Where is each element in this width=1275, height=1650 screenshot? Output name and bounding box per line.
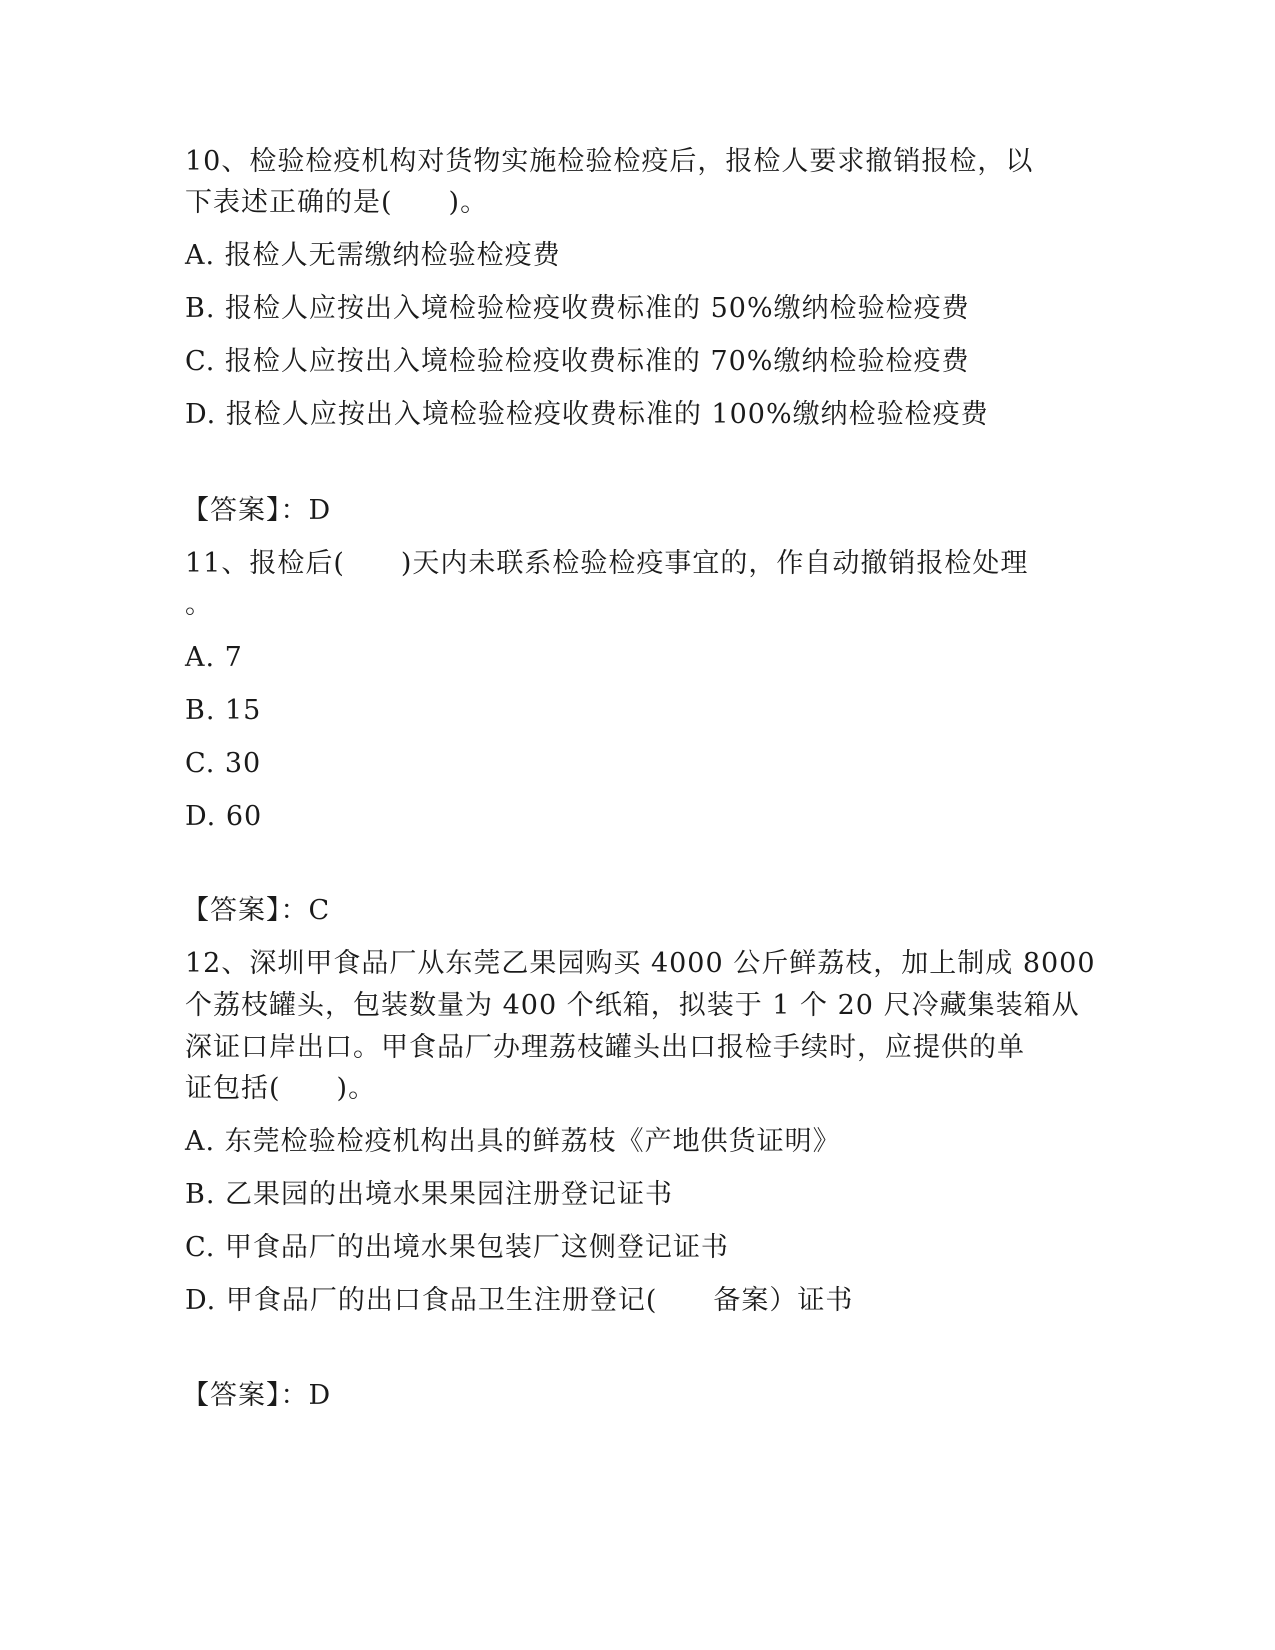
question-12-stem-line-4: 证包括( )。 (185, 1073, 377, 1104)
question-12-stem-line-3: 深证口岸出口。甲食品厂办理荔枝罐头出口报检手续时，应提供的单 (185, 1032, 1025, 1063)
question-10-answer: 【答案】：D (182, 495, 332, 526)
question-12-stem-line-2: 个荔枝罐头，包装数量为 400 个纸箱，拟装于 1 个 20 尺冷藏集装箱从 (185, 990, 1080, 1021)
question-10-option-c: C. 报检人应按出入境检验检疫收费标准的 70%缴纳检验检疫费 (185, 346, 970, 377)
question-11-answer: 【答案】：C (182, 895, 331, 926)
question-10-option-d: D. 报检人应按出入境检验检疫收费标准的 100%缴纳检验检疫费 (185, 399, 989, 430)
question-11-option-c: C. 30 (185, 748, 262, 779)
question-12-option-b: B. 乙果园的出境水果果园注册登记证书 (185, 1179, 674, 1210)
question-10-stem-line-2: 下表述正确的是( )。 (185, 187, 489, 218)
question-10-stem-line-1: 10、检验检疫机构对货物实施检验检疫后，报检人要求撤销报检，以 (185, 146, 1034, 177)
question-12-option-d: D. 甲食品厂的出口食品卫生注册登记( 备案）证书 (185, 1285, 854, 1316)
question-12-option-a: A. 东莞检验检疫机构出具的鲜荔枝《产地供货证明》 (185, 1126, 841, 1157)
question-12-answer: 【答案】：D (182, 1380, 332, 1411)
question-10-option-a: A. 报检人无需缴纳检验检疫费 (185, 240, 561, 271)
question-11-option-d: D. 60 (185, 801, 263, 832)
question-10-option-b: B. 报检人应按出入境检验检疫收费标准的 50%缴纳检验检疫费 (185, 293, 970, 324)
question-11-option-a: A. 7 (185, 642, 243, 673)
question-12-option-c: C. 甲食品厂的出境水果包装厂这侧登记证书 (185, 1232, 729, 1263)
question-11-stem-line-2: 。 (185, 589, 213, 620)
question-12-stem-line-1: 12、深圳甲食品厂从东莞乙果园购买 4000 公斤鲜荔枝，加上制成 8000 (185, 948, 1096, 979)
question-11-stem-line-1: 11、报检后( )天内未联系检验检疫事宜的，作自动撤销报检处理 (185, 548, 1029, 579)
question-11-option-b: B. 15 (185, 695, 262, 726)
